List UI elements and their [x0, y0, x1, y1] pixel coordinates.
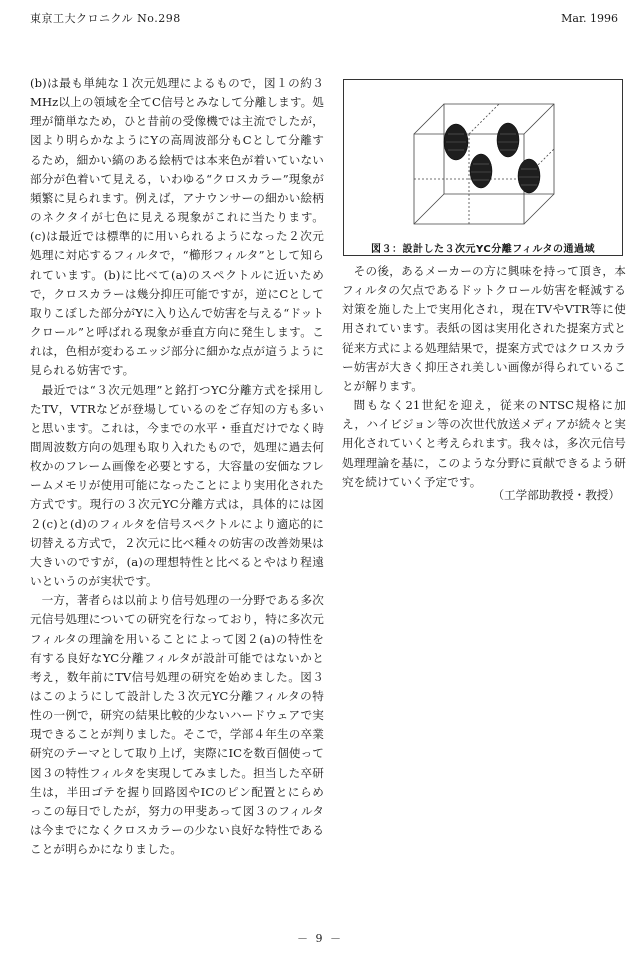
filter-passband-3d-plot: [404, 94, 564, 234]
figure-3: [343, 79, 623, 256]
author-signature: （工学部助教授・教授）: [492, 488, 620, 502]
page-number: － 9 －: [297, 932, 343, 945]
figure-caption: 図３：設計した３次元YC分離フィルタの通過域: [370, 244, 596, 255]
right-column: [342, 262, 626, 492]
paragraph: 一方，著者らは以前より信号処理の一分野である多次元信号処理についての研究を行なっており，特に多次元フィルタの理論を用いることによって図２(a)の特性を有する良好なYC分離フィルタが設計可能ではないかと考え，数年前にTV信号処理の研究を始めました。図３はこのようにして設計した３次元YC分離フィルタの特性の一例で，研究の結果比較的少ないハードウェアで実現できることが判りました。そこで，学部４年生の卒業研究のテーマとして取り上げ，実際にICを数百個使って図３の特性フィルタを実現してみました。担当した卒研生は，半田ゴテを握り回路図やICのピン配置とにらめっこの毎日でしたが，努力の甲斐あって図３のフィルタは今までになくクロスカラーの少ない良好な特性であることが明らかになりました。: [30, 593, 324, 857]
paragraph: その後，あるメーカーの方に興味を持って頂き，本フィルタの欠点であるドットクロール妨害を軽減する対策を施した上で実用化され，現在TVやVTR等に使用されています。表紙の図は実用化された提案方式と従来方式による処理結果で，提案方式ではクロスカラー妨害が大きく抑圧され美しい画像が得られていることが解ります。: [342, 264, 626, 393]
left-column: [30, 74, 324, 859]
paragraph: 間もなく21世紀を迎え，従来のNTSC規格に加え，ハイビジョン等の次世代放送メディアが続々と実用化されていくと考えられます。我々は，多次元信号処理理論を基に，このような分野に貢献できるよう研究を続けていく予定です。: [342, 398, 626, 489]
paragraph: (b)は最も単純な１次元処理によるもので，図１の約３MHz以上の領域を全てC信号とみなして分離します。処理が簡単なため，ひと昔前の受像機では主流でしたが，図より明らかなようにYの高周波部分もCとして分離するため，細かい縞のある絵柄では本来色が着いていない部分が色着いて見える，いわゆる“クロスカラー”現象が頻繁に見られます。例えば，アナウンサーの細かい絵柄のネクタイが七色に見える現象がこれに当たります。(c)は最近では標準的に用いられるようになった２次元処理に対応するフィルタで，“櫛形フィルタ”として知られています。(b)に比べて(a)のスペクトルに近いためで，クロスカラーは幾分抑圧可能ですが，逆にCとして取りこぼした部分がYに入り込んで妨害を与える“ドットクロール”と呼ばれる現象が垂直方向に発生します。これは，色相が変わるエッジ部分に細かな点が這うように見られる妨害です。: [30, 76, 324, 378]
paragraph: 最近では“３次元処理”と銘打つYC分離方式を採用したTV，VTRなどが登場しているのをご存知の方も多いと思います。これは，今までの水平・垂直だけでなく時間周波数方向の処理も取り入れたもので，処理に過去何枚かのフレーム画像を必要とする，大容量の安価なフレームメモリが使用可能になったことにより実用化された方式です。現行の３次元YC分離方式は，具体的には図２(c)と(d)のフィルタを信号スペクトルにより適応的に切替える方式で，２次元に比べ種々の妨害の改善効果は大きいのですが，(a)の理想特性と比べるとやはり程遠いというのが実状です。: [30, 382, 324, 589]
issue-date: Mar. 1996: [561, 12, 618, 25]
journal-header: 東京工大クロニクル No.298: [30, 12, 181, 25]
